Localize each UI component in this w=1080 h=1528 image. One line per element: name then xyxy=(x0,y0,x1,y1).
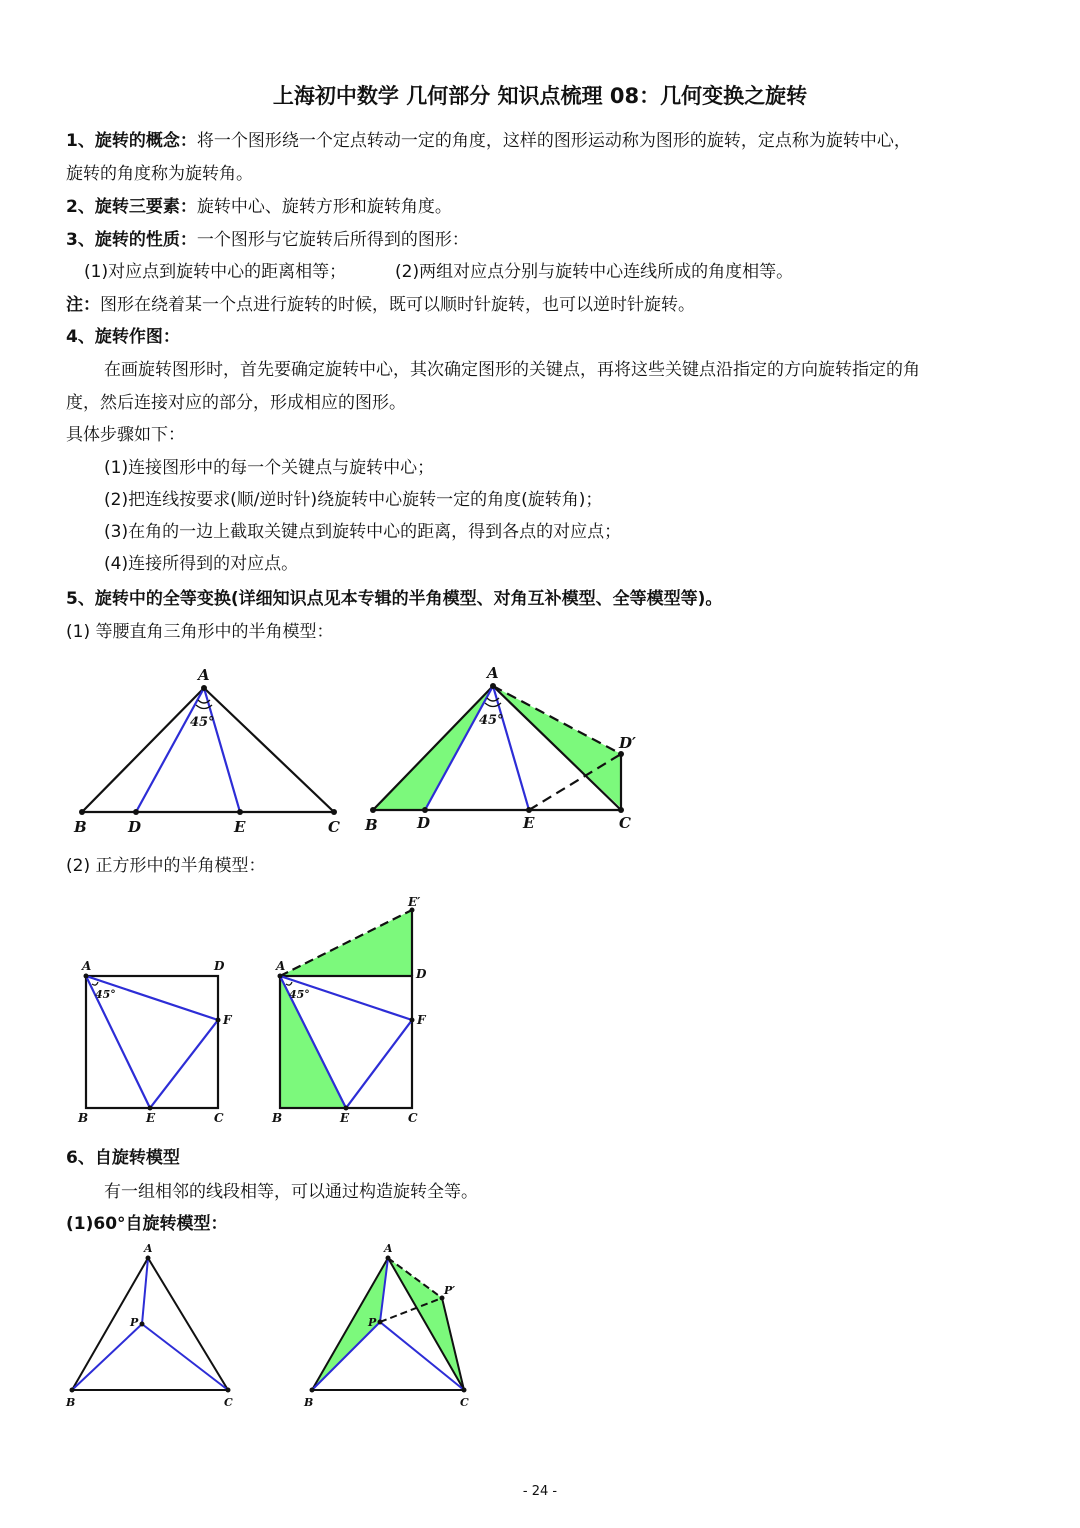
point-label-e: E xyxy=(340,1111,350,1125)
figure-equilateral-rotation-rotated xyxy=(298,1238,488,1418)
section-3-line xyxy=(66,229,469,251)
angle-label: 45° xyxy=(289,988,310,1001)
point-label-a: A xyxy=(198,666,210,684)
figure-square-half-angle-rotated xyxy=(262,890,442,1130)
point-label-a: A xyxy=(276,959,286,973)
page-number: - 24 - xyxy=(522,1484,558,1499)
point-label-e: E xyxy=(146,1111,156,1125)
point-label-b: B xyxy=(66,1396,76,1409)
section-6-sub-1: (1)60°自旋转模型： xyxy=(66,1214,228,1234)
point-label-b: B xyxy=(74,818,87,836)
point-label-c: C xyxy=(224,1396,233,1409)
point-label-c: C xyxy=(408,1111,418,1125)
point-label-d: D xyxy=(417,814,431,832)
point-label-a: A xyxy=(144,1242,153,1255)
section-2-heading: 2、旋转三要素： xyxy=(66,197,197,217)
step-item: (3)在角的一边上截取关键点到旋转中心的距离，得到各点的对应点； xyxy=(104,522,622,542)
figure-equilateral-rotation xyxy=(60,1238,250,1418)
section-5-heading: 5、旋转中的全等变换(详细知识点见本专辑的半角模型、对角互补模型、全等模型等)。 xyxy=(66,589,723,609)
section-2-line xyxy=(66,196,452,218)
section-6-text: 有一组相邻的线段相等，可以通过构造旋转全等。 xyxy=(104,1182,478,1202)
section-4-heading: 4、旋转作图： xyxy=(66,327,180,347)
point-label-f: F xyxy=(223,1013,232,1027)
section-3-property-2: (2)两组对应点分别与旋转中心连线所成的角度相等。 xyxy=(395,262,794,282)
point-label-p: P xyxy=(130,1316,139,1329)
figure-square-half-angle xyxy=(70,950,240,1130)
section-3-property-1: (1)对应点到旋转中心的距离相等； xyxy=(84,262,347,282)
figure-half-angle-triangle-rotated xyxy=(355,660,655,840)
angle-label: 45° xyxy=(95,988,116,1001)
point-label-c: C xyxy=(328,818,340,836)
point-label-p-prime: P′ xyxy=(444,1284,456,1297)
point-label-b: B xyxy=(304,1396,314,1409)
point-label-f: F xyxy=(417,1013,426,1027)
point-label-e: E xyxy=(523,814,535,832)
section-1-text: 将一个图形绕一个定点转动一定的角度，这样的图形运动称为图形的旋转，定点称为旋转中心， xyxy=(196,131,911,151)
page-title: 上海初中数学 几何部分 知识点梳理 08：几何变换之旋转 xyxy=(272,84,808,108)
section-5-sub-1: (1) 等腰直角三角形中的半角模型： xyxy=(66,622,334,642)
step-item: (2)把连线按要求(顺/逆时针)绕旋转中心旋转一定的角度(旋转角)； xyxy=(104,490,603,510)
section-1-line xyxy=(66,130,911,152)
step-item: (1)连接图形中的每一个关键点与旋转中心； xyxy=(104,458,435,478)
point-label-b: B xyxy=(78,1111,89,1125)
steps-intro: 具体步骤如下： xyxy=(66,425,185,445)
point-label-d-prime: D′ xyxy=(619,734,636,752)
point-label-e-prime: E′ xyxy=(408,895,421,909)
point-label-e: E xyxy=(234,818,246,836)
point-label-a: A xyxy=(487,664,499,682)
section-4-para-1: 在画旋转图形时，首先要确定旋转中心，其次确定图形的关键点，再将这些关键点沿指定的方向旋转指定的角 xyxy=(104,360,920,380)
note-heading: 注： xyxy=(66,295,100,315)
note-line xyxy=(66,294,695,316)
angle-label: 45° xyxy=(479,713,504,728)
point-label-c: C xyxy=(460,1396,469,1409)
section-3-text: 一个图形与它旋转后所得到的图形： xyxy=(196,230,469,250)
point-label-b: B xyxy=(272,1111,283,1125)
point-label-d: D xyxy=(128,818,142,836)
point-label-c: C xyxy=(214,1111,224,1125)
section-6-heading: 6、自旋转模型 xyxy=(66,1148,180,1168)
section-1-text-cont: 旋转的角度称为旋转角。 xyxy=(66,164,253,184)
point-label-a: A xyxy=(82,959,92,973)
point-label-b: B xyxy=(365,816,378,834)
note-text: 图形在绕着某一个点进行旋转的时候，既可以顺时针旋转，也可以逆时针旋转。 xyxy=(100,295,695,315)
section-1-heading: 1、旋转的概念： xyxy=(66,131,197,151)
figure-half-angle-triangle xyxy=(60,660,360,840)
section-2-text: 旋转中心、旋转方形和旋转角度。 xyxy=(196,197,452,217)
point-label-d: D xyxy=(214,959,225,973)
point-label-p: P xyxy=(368,1316,377,1329)
angle-label: 45° xyxy=(190,715,215,730)
step-item: (4)连接所得到的对应点。 xyxy=(104,554,299,574)
section-5-sub-2: (2) 正方形中的半角模型： xyxy=(66,856,266,876)
point-label-a: A xyxy=(384,1242,393,1255)
point-label-d: D xyxy=(416,967,427,981)
point-label-c: C xyxy=(619,814,631,832)
section-3-heading: 3、旋转的性质： xyxy=(66,230,197,250)
section-4-para-2: 度，然后连接对应的部分，形成相应的图形。 xyxy=(66,393,406,413)
